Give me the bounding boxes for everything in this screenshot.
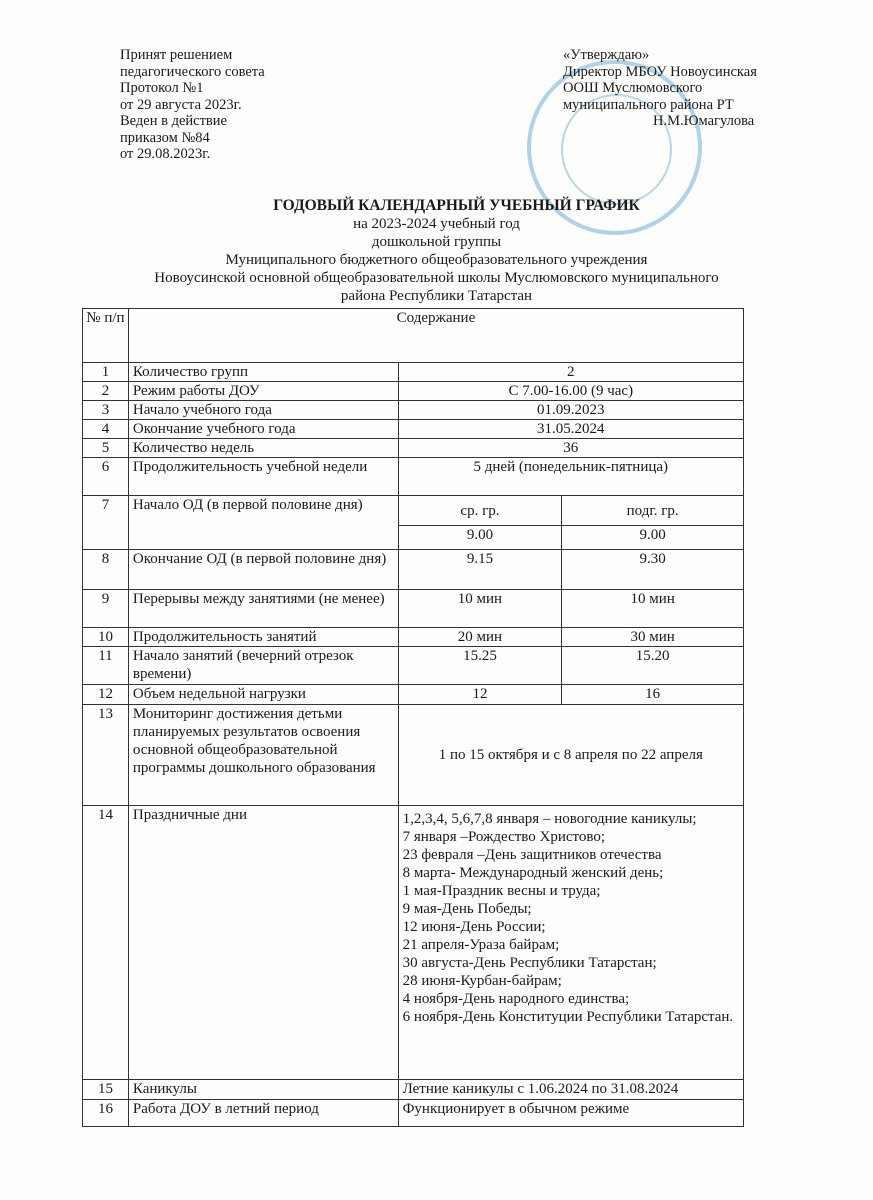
- value-middle-group: 20 мин: [398, 628, 562, 647]
- table-row: [83, 439, 744, 458]
- table-header-row: [83, 309, 744, 363]
- row-label: Количество групп: [128, 363, 398, 382]
- row-label: Работа ДОУ в летний период: [128, 1100, 398, 1127]
- row-number: 10: [83, 628, 129, 647]
- header-content: Содержание: [128, 309, 743, 363]
- table-row: [83, 685, 744, 705]
- table-row: [83, 647, 744, 685]
- value-preparatory-group: 15.20: [562, 647, 744, 685]
- value-preparatory-group: 10 мин: [562, 590, 744, 628]
- row-value: Летние каникулы с 1.06.2024 по 31.08.2024: [398, 1080, 743, 1100]
- value-middle-group: 9.00: [398, 526, 562, 550]
- row-value: 1 по 15 октября и с 8 апреля по 22 апреля: [398, 705, 743, 806]
- row-number: 6: [83, 458, 129, 496]
- document-title: [0, 197, 873, 305]
- row-label: Перерывы между занятиями (не менее): [128, 590, 398, 628]
- holiday-item: 4 ноября-День народного единства;: [402, 991, 630, 1007]
- holiday-item: 1,2,3,4, 5,6,7,8 января – новогодние каникулы;: [402, 811, 697, 827]
- group-header-middle: ср. гр.: [398, 496, 562, 526]
- table-row: [83, 401, 744, 420]
- row-label: Начало ОД (в первой половине дня): [128, 496, 398, 550]
- approval-line: от 29 августа 2023г.: [120, 96, 242, 113]
- row-number: 7: [83, 496, 129, 550]
- row-label: Объем недельной нагрузки: [128, 685, 398, 705]
- holiday-item: 8 марта- Международный женский день;: [402, 865, 664, 881]
- value-preparatory-group: 9.30: [562, 550, 744, 590]
- row-label: Начало учебного года: [128, 401, 398, 420]
- row-number: 2: [83, 382, 129, 401]
- holiday-item: 7 января –Рождество Христово;: [402, 829, 606, 845]
- holiday-item: 30 августа-День Республики Татарстан;: [402, 955, 657, 971]
- group-header-preparatory: подг. гр.: [562, 496, 744, 526]
- table-row: [83, 496, 744, 526]
- row-number: 9: [83, 590, 129, 628]
- approval-line: «Утверждаю»: [563, 47, 650, 63]
- row-value: 01.09.2023: [398, 401, 743, 420]
- approval-line: ООШ Муслюмовского: [563, 80, 703, 96]
- header-number: № п/п: [83, 309, 129, 363]
- row-value: Функционирует в обычном режиме: [398, 1100, 743, 1127]
- row-label: Продолжительность занятий: [128, 628, 398, 647]
- signer-name: Н.М.Юмагулова: [653, 113, 755, 129]
- row-number: 8: [83, 550, 129, 590]
- row-label: Праздничные дни: [128, 806, 398, 1080]
- approval-line: муниципального района РТ: [563, 96, 734, 113]
- table-row: [83, 382, 744, 401]
- row-label: Окончание ОД (в первой половине дня): [128, 550, 398, 590]
- holiday-item: 23 февраля –День защитников отечества: [402, 847, 662, 863]
- table-row: [83, 420, 744, 439]
- title-line: Муниципального бюджетного общеобразовательного учреждения: [225, 252, 648, 268]
- value-preparatory-group: 9.00: [562, 526, 744, 550]
- table-row: [83, 363, 744, 382]
- holiday-item: 21 апреля-Ураза байрам;: [402, 937, 560, 953]
- value-middle-group: 15.25: [398, 647, 562, 685]
- value-middle-group: 9.15: [398, 550, 562, 590]
- row-label: Количество недель: [128, 439, 398, 458]
- table-row: [83, 458, 744, 496]
- row-label: Мониторинг достижения детьми планируемых результатов освоения основной общеобразовательной программы дошкольного образования: [128, 705, 398, 806]
- approval-line: Веден в действие: [120, 113, 227, 129]
- row-label: Начало занятий (вечерний отрезок времени): [128, 647, 398, 685]
- director-approval-block: [563, 47, 757, 130]
- table-row: [83, 1080, 744, 1100]
- row-value: 2: [398, 363, 743, 382]
- row-number: 14: [83, 806, 129, 1080]
- row-number: 12: [83, 685, 129, 705]
- row-number: 3: [83, 401, 129, 420]
- row-value: 31.05.2024: [398, 420, 743, 439]
- row-number: 13: [83, 705, 129, 806]
- approval-line: от 29.08.2023г.: [120, 146, 211, 162]
- row-label: Продолжительность учебной недели: [128, 458, 398, 496]
- row-value: 36: [398, 439, 743, 458]
- table-row: [83, 590, 744, 628]
- approval-line: педагогического совета: [120, 63, 265, 80]
- title-line: Новоусинской основной общеобразовательной школы Муслюмовского муниципального: [154, 270, 719, 286]
- value-preparatory-group: 16: [562, 685, 744, 705]
- row-number: 5: [83, 439, 129, 458]
- council-approval-block: [120, 47, 265, 163]
- holiday-item: 9 мая-День Победы;: [402, 901, 532, 917]
- holiday-item: 1 мая-Праздник весны и труда;: [402, 883, 601, 899]
- title-line: на 2023-2024 учебный год: [353, 216, 520, 232]
- row-number: 11: [83, 647, 129, 685]
- holiday-item: 6 ноября-День Конституции Республики Татарстан.: [402, 1009, 734, 1025]
- row-number: 4: [83, 420, 129, 439]
- row-label: Окончание учебного года: [128, 420, 398, 439]
- title-line: дошкольной группы: [371, 234, 502, 250]
- holiday-item: 28 июня-Курбан-байрам;: [402, 973, 562, 989]
- title-line: района Республики Татарстан: [340, 288, 533, 304]
- table-row: [83, 628, 744, 647]
- table-row: [83, 1100, 744, 1127]
- row-value: 5 дней (понедельник-пятница): [398, 458, 743, 496]
- table-row: [83, 550, 744, 590]
- title-main: ГОДОВЫЙ КАЛЕНДАРНЫЙ УЧЕБНЫЙ ГРАФИК: [273, 197, 640, 214]
- row-number: 15: [83, 1080, 129, 1100]
- row-label: Режим работы ДОУ: [128, 382, 398, 401]
- table-row: [83, 705, 744, 806]
- row-label: Каникулы: [128, 1080, 398, 1100]
- row-value: С 7.00-16.00 (9 час): [398, 382, 743, 401]
- value-preparatory-group: 30 мин: [562, 628, 744, 647]
- row-number: 16: [83, 1100, 129, 1127]
- holiday-item: 12 июня-День России;: [402, 919, 546, 935]
- approval-line: приказом №84: [120, 129, 210, 146]
- value-middle-group: 10 мин: [398, 590, 562, 628]
- row-number: 1: [83, 363, 129, 382]
- approval-line: Принят решением: [120, 47, 233, 63]
- value-middle-group: 12: [398, 685, 562, 705]
- table-row: [83, 806, 744, 1080]
- approval-line: Протокол №1: [120, 80, 204, 96]
- approval-line: Директор МБОУ Новоусинская: [563, 63, 757, 80]
- schedule-table: [82, 308, 744, 1127]
- holidays-list: [398, 806, 743, 1080]
